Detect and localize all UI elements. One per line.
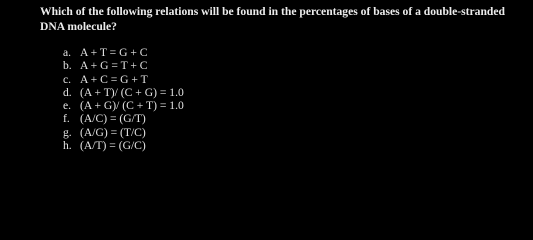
option-g xyxy=(63,126,184,139)
option-text: A + G = T + C xyxy=(80,59,148,73)
option-letter: e. xyxy=(63,99,72,113)
option-text: (A/T) = (G/C) xyxy=(80,139,146,153)
option-text: (A/C) = (G/T) xyxy=(80,112,146,126)
option-text: (A + T)/ (C + G) = 1.0 xyxy=(80,85,184,99)
option-d xyxy=(63,86,184,99)
option-text: (A/G) = (T/C) xyxy=(80,125,146,139)
option-letter: a. xyxy=(63,46,72,59)
option-letter: g. xyxy=(63,125,72,139)
option-letter: h. xyxy=(63,139,72,153)
option-e xyxy=(63,99,184,112)
option-letter: b. xyxy=(63,59,72,73)
option-c xyxy=(63,73,184,86)
option-h xyxy=(63,139,184,152)
option-letter: d. xyxy=(63,85,72,99)
option-text: (A + G)/ (C + T) = 1.0 xyxy=(80,99,184,113)
option-f xyxy=(63,112,184,125)
question-text: Which of the following relations will be found in the percentages of bases of a double-stranded DNA molecule? xyxy=(40,5,505,33)
option-letter: f. xyxy=(63,112,70,126)
answer-options-list xyxy=(63,46,184,152)
option-a xyxy=(63,46,184,59)
option-b xyxy=(63,59,184,72)
option-text: A + T = G + C xyxy=(80,46,148,59)
option-text: A + C = G + T xyxy=(80,72,148,86)
option-letter: c. xyxy=(63,72,72,86)
